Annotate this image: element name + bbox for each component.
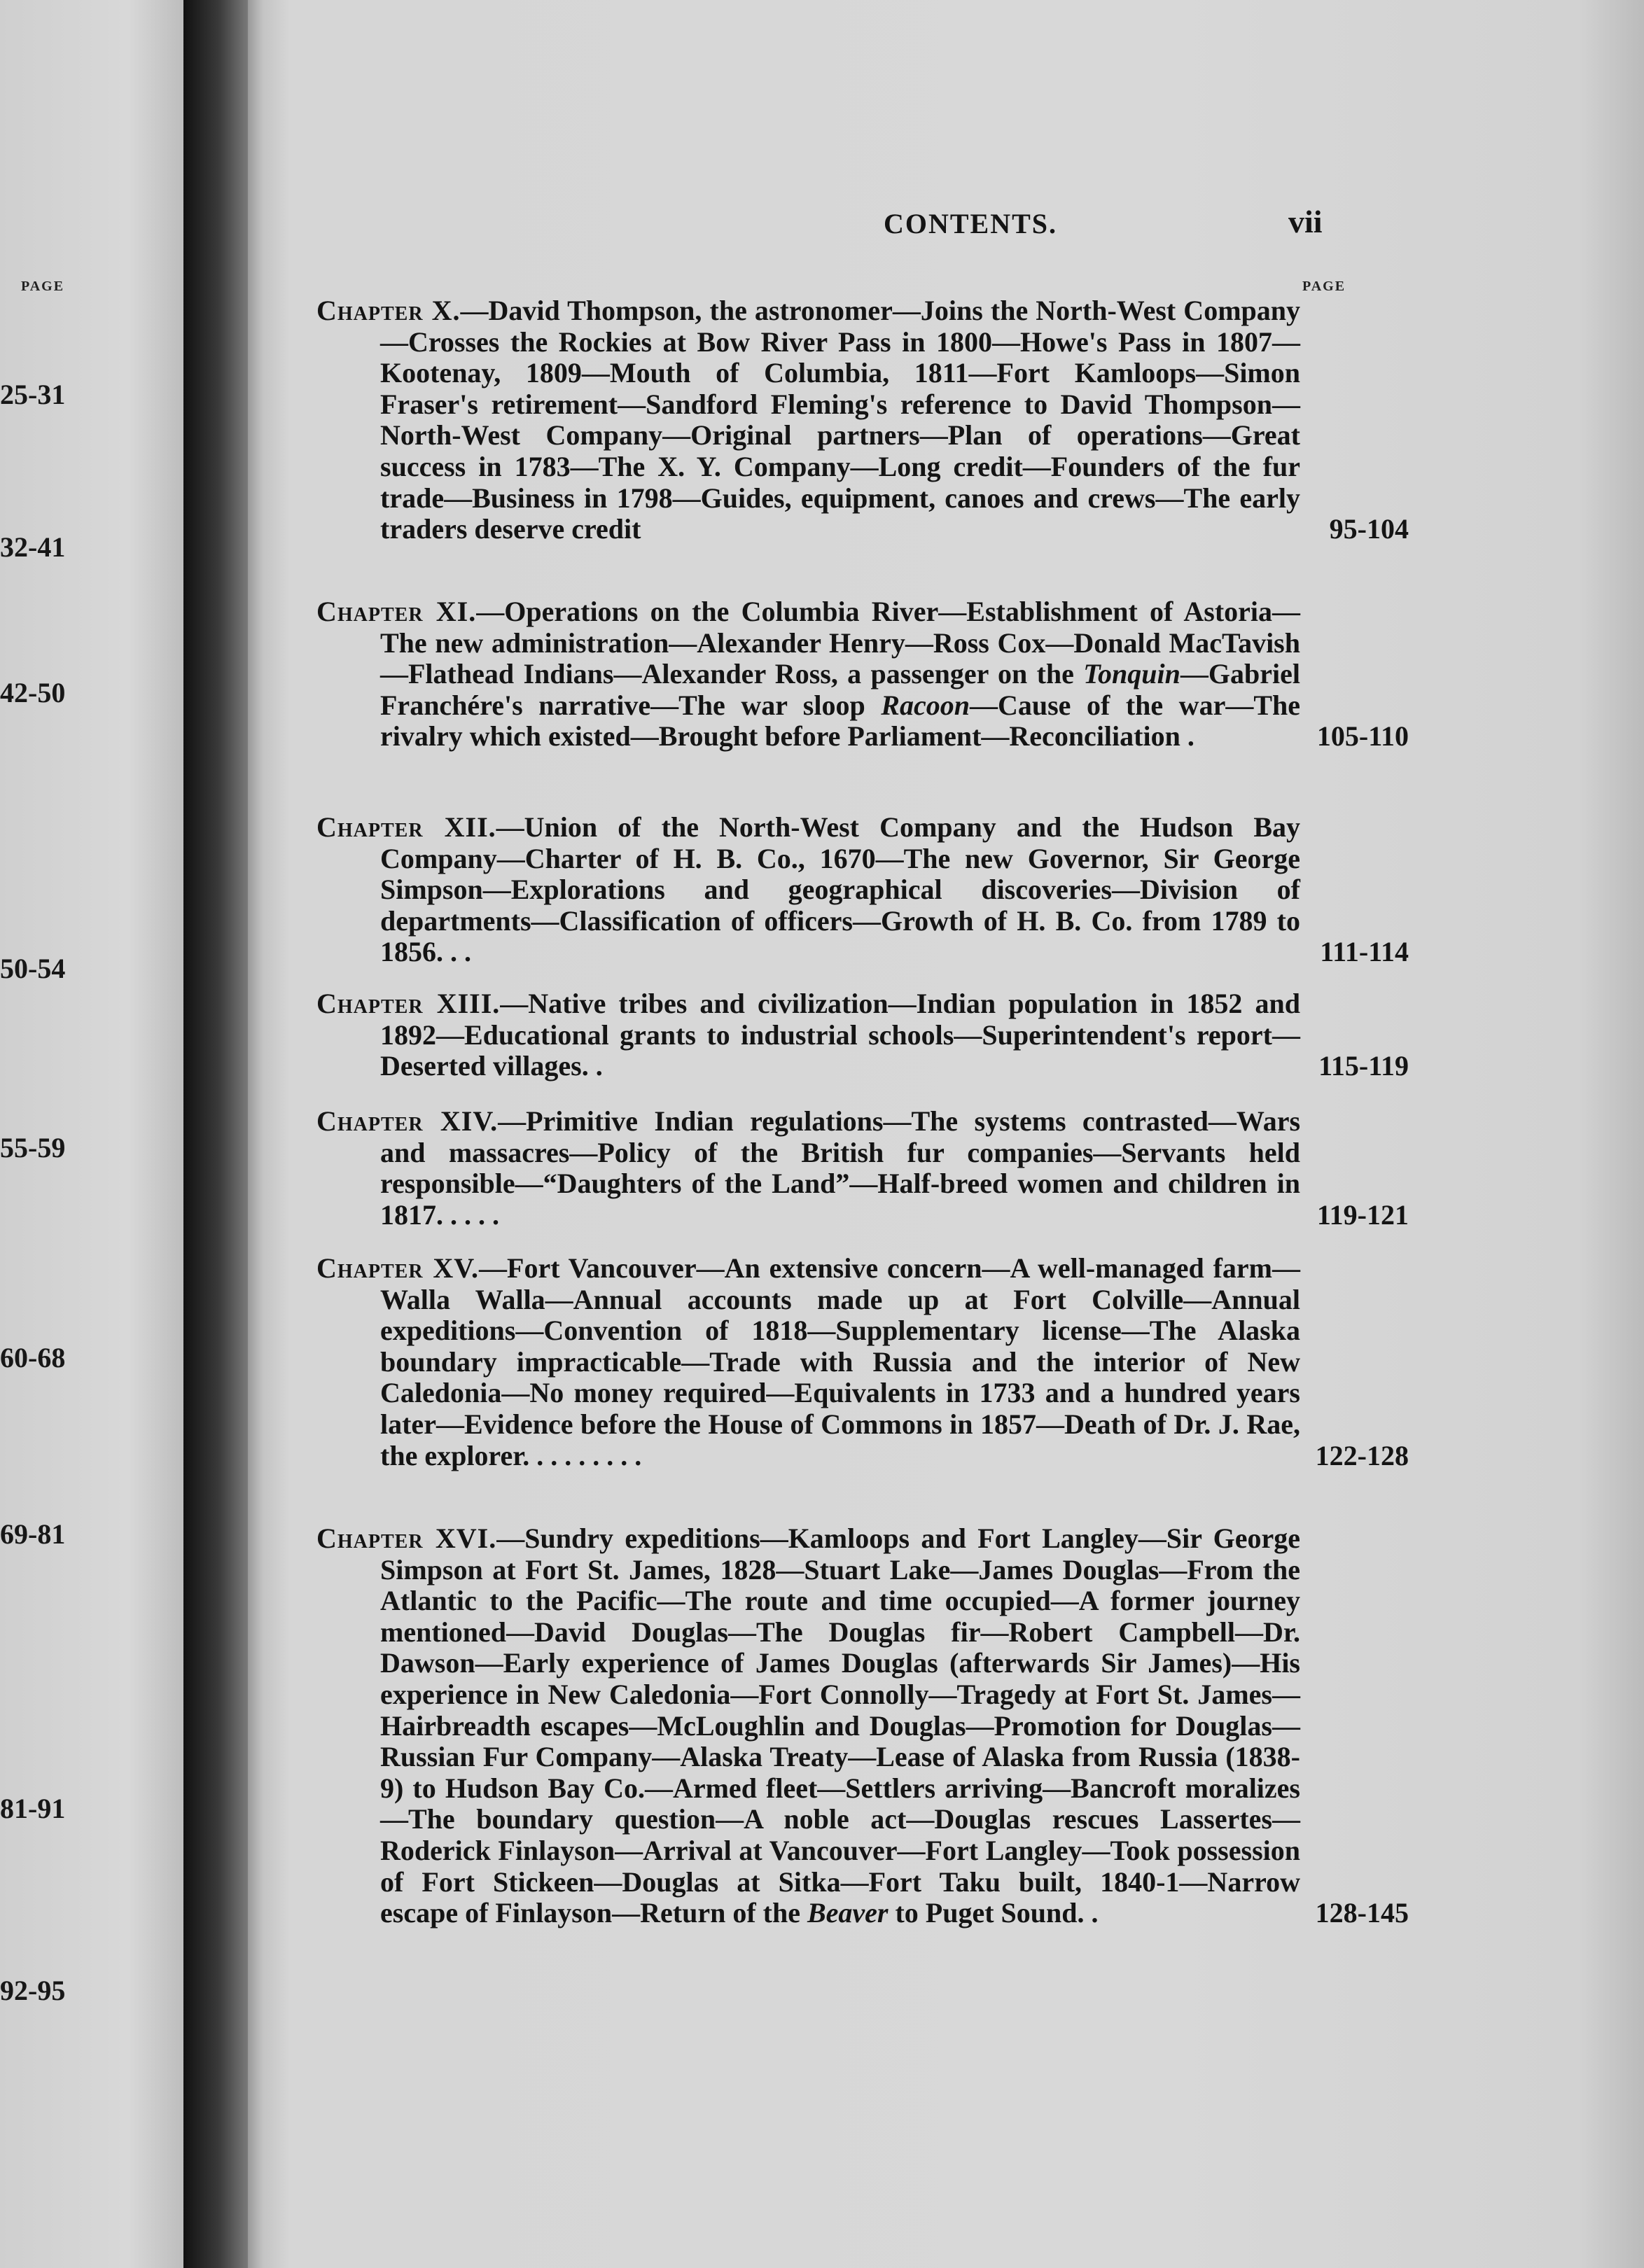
chapter-summary [316,1106,1300,1231]
previous-page-range: 50-54 [0,953,66,984]
ship-name-italic: Beaver [807,1897,889,1929]
chapter-entry [316,812,1409,968]
chapter-summary [316,295,1300,545]
previous-page-column-label: PAGE [21,279,65,294]
chapter-page-range: 111-114 [1320,936,1409,968]
chapter-description: —David Thompson, the astronomer—Joins the North-West Company—Crosses the Rockies at Bow River Pass in 1800—Howe's Pass in 1807—Kootenay, 1809—Mouth of Columbia, 1811—Fort Kamloops—Simon Fraser's retirement—Sandford Fleming's reference to David Thompson—North-West Company—Original partners—Plan of operations—Great success in 1783—The X. Y. Company—Long credit—Founders of the fur trade—Business in 1798—Guides, equipment, canoes and crews—The early traders deserve credit [380,295,1301,545]
chapter-summary [316,596,1300,752]
chapter-description: —Primitive Indian regulations—The systems contrasted—Wars and massacres—Policy of the British fur companies—Servants held responsible—“Daughters of the Land”—Half-breed women and children in 1817. . . . . [380,1105,1301,1231]
chapter-label: Chapter XII. [316,811,496,843]
chapter-label: Chapter XVI. [316,1522,497,1554]
chapter-page-range: 128-145 [1315,1897,1409,1929]
chapter-summary [316,812,1300,968]
chapter-entry [316,1253,1409,1471]
ship-name-italic: Tonquin [1083,658,1180,690]
running-title: CONTENTS. [883,208,1058,239]
chapter-summary [316,1253,1300,1471]
chapter-entry [316,988,1409,1082]
previous-page-range: 55-59 [0,1132,66,1163]
chapter-label: Chapter XIV. [316,1105,499,1137]
chapter-entry [316,1523,1409,1929]
chapter-page-range: 115-119 [1318,1050,1409,1082]
chapter-description: —Fort Vancouver—An extensive concern—A well-managed farm—Walla Walla—Annual accounts made up at Fort Colville—Annual expeditions—Convention of 1818—Supplementary license—The Alaska boundary impracticable—Trade with Russia and the interior of New Caledonia—No money required—Equivalents in 1733 and a hundred years later—Evidence before the House of Commons in 1857—Death of Dr. J. Rae, the explorer. . . . . . . . . [380,1252,1300,1471]
chapter-summary [316,1523,1300,1929]
previous-page-range: 60-68 [0,1342,66,1373]
previous-page-range: 69-81 [0,1518,66,1550]
chapter-label: Chapter XIII. [316,988,501,1019]
chapter-page-range: 105-110 [1316,720,1409,752]
chapter-label: Chapter XI. [316,596,477,627]
previous-page-range: 42-50 [0,677,66,708]
chapter-description: —Operations on the Columbia River—Establishment of Astoria—The new administration—Alexander Henry—Ross Cox—Donald MacTavish—Flathead Indians—Alexander Ross, a passenger on the [380,596,1301,690]
chapter-description: —Cause of the war—The rivalry which existed—Brought before Parliament—Reconciliation . [380,689,1300,752]
previous-page [0,0,183,2268]
chapter-label: Chapter X. [316,295,461,326]
chapter-description: —Union of the North-West Company and the Hudson Bay Company—Charter of H. B. Co., 1670—The new Governor, Sir George Simpson—Explorations and geographical discoveries—Division of departments—Classification of officers—Growth of H. B. Co. from 1789 to 1856. . . [380,811,1300,968]
chapter-description: —Native tribes and civilization—Indian population in 1852 and 1892—Educational grants to industrial schools—Superintendent's report—Deserted villages. . [380,988,1301,1082]
book-gutter [183,0,248,2268]
chapter-description: —Gabriel Franchére's narrative—The war sloop [380,658,1300,721]
previous-page-range: 92-95 [0,1975,66,2006]
previous-page-range: 32-41 [0,531,66,563]
chapter-page-range: 119-121 [1316,1198,1409,1231]
contents-page [248,0,1644,2268]
chapter-description: to Puget Sound. . [888,1897,1099,1929]
chapter-entry [316,295,1409,545]
chapter-page-range: 95-104 [1329,513,1409,545]
previous-page-range: 25-31 [0,379,66,410]
chapter-summary [316,988,1300,1082]
ship-name-italic: Racoon [881,689,970,721]
chapter-label: Chapter XV. [316,1252,480,1284]
chapter-entry [316,1106,1409,1231]
chapter-description: —Sundry expeditions—Kamloops and Fort Langley—Sir George Simpson at Fort St. James, 1828—Stuart Lake—James Douglas—From the Atlantic to the Pacific—The route and time occupied—A former journey mentioned—David Douglas—The Douglas fir—Robert Campbell—Dr. Dawson—Early experience of James Douglas (afterwards Sir James)—His experience in New Caledonia—Fort Connolly—Tragedy at Fort St. James—Hairbreadth escapes—McLoughlin and Douglas—Promotion for Douglas—Russian Fur Company—Alaska Treaty—Lease of Alaska from Russia (1838-9) to Hudson Bay Co.—Armed fleet—Settlers arriving—Bancroft moralizes—The boundary question—A noble act—Douglas rescues Lassertes—Roderick Finlayson—Arrival at Vancouver—Fort Langley—Took possession of Fort Stickeen—Douglas at Sitka—Fort Taku built, 1840-1—Narrow escape of Finlayson—Return of the [380,1522,1300,1929]
chapter-page-range: 122-128 [1315,1439,1409,1471]
previous-page-range: 81-91 [0,1793,66,1824]
page-column-label: PAGE [1302,279,1346,294]
page-number: vii [1288,204,1323,239]
chapter-entry [316,596,1409,752]
